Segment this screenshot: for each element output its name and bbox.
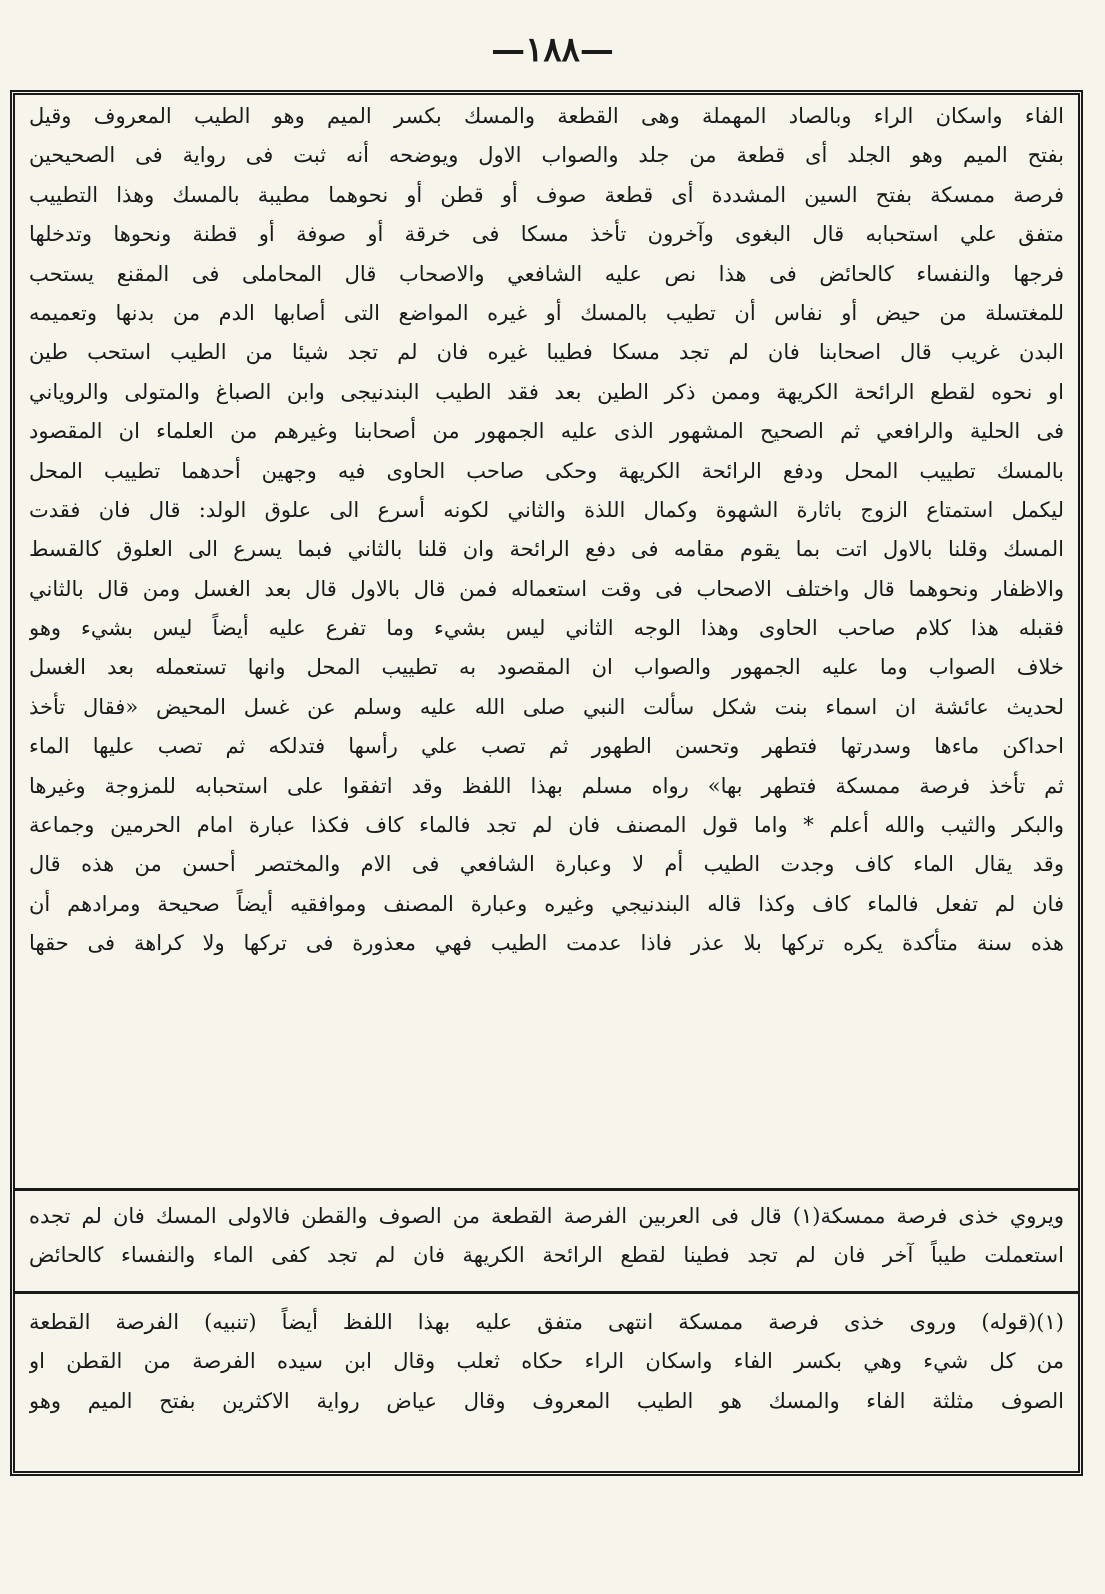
main-text [29, 97, 1064, 964]
page-frame [10, 90, 1083, 1476]
footnote-line: الصوف مثلثة الفاء والمسك هو الطيب المعروف وقال عياض رواية الاكثرين بفتح الميم وهو [29, 1388, 1064, 1413]
text-line: احداكن ماءها وسدرتها فتطهر وتحسن الطهور ثم تصب علي رأسها فتدلكه ثم تصب عليها الماء [29, 734, 1064, 759]
footnote-text [29, 1303, 1064, 1421]
text-line: وقد يقال الماء كاف وجدت الطيب أم لا وعبارة الشافعي فى الام والمختصر أحسن من هذه قال [29, 852, 1064, 877]
page-number: —١٨٨— [491, 30, 614, 70]
text-line: بالمسك تطييب المحل ودفع الرائحة الكريهة وحكى صاحب الحاوى فيه وجهين أحدهما تطييب المحل [29, 458, 1064, 483]
text-line: هذه سنة متأكدة يكره تركها بلا عذر فاذا عدمت الطيب فهي معذورة فى تركها ولا كراهة فى حقها [29, 931, 1064, 956]
text-line: ثم تأخذ فرصة ممسكة فتطهر بها» رواه مسلم بهذا اللفظ وقد اتفقوا على استحبابه للمزوجة وغيرها [29, 773, 1064, 798]
gloss-line: ويروي خذى فرصة ممسكة(١) قال فى العربين الفرصة القطعة من الصوف والقطن فالاولى المسك فان لم تجده [29, 1204, 1064, 1228]
text-line: او نحوه لقطع الرائحة الكريهة وممن ذكر الطين بعد فقد الطيب البندنيجى وابن الصباغ والمتولى والروياني [29, 379, 1064, 404]
gloss-text [29, 1197, 1064, 1276]
text-line: البدن غريب قال اصحابنا فان لم تجد مسكا فطيبا غيره فان لم تجد شيئا من الطيب استحب طين [29, 340, 1064, 365]
text-line: فرجها والنفساء كالحائض فى هذا نص عليه الشافعي والاصحاب قال المحاملى فى المقنع يستحب [29, 261, 1064, 286]
text-line: فى الحلية والرافعي ثم الصحيح المشهور الذى عليه الجمهور من أصحابنا وغيرهم من العلماء ان المقصود [29, 419, 1064, 444]
text-line: والاظفار ونحوهما قال واختلف الاصحاب فى وقت استعماله فمن قال بالاول قال بعد الغسل ومن قال بالثاني [29, 576, 1064, 601]
text-line: فان لم تفعل فالماء كاف وكذا قاله البندنيجي وغيره وعبارة المصنف وموافقيه أيضاً صحيحة ومرادهم أن [29, 891, 1064, 916]
text-line: فقبله هذا كلام صاحب الحاوى وهذا الوجه الثاني ليس بشيء وما تفرع عليه أيضاً ليس بشيء وهو [29, 616, 1064, 641]
text-line: بفتح الميم وهو الجلد أى قطعة من جلد والصواب الاول ويوضحه أنه ثبت فى رواية فى الصحيحين [29, 143, 1064, 168]
text-line: لحديث عائشة ان اسماء بنت شكل سألت النبي صلى الله عليه وسلم عن غسل المحيض «فقال تأخذ [29, 694, 1064, 719]
text-line: الفاء واسكان الراء وبالصاد المهملة وهى القطعة والمسك بكسر الميم وهو الطيب المعروف وقيل [29, 104, 1064, 128]
footnote-line: (١)(قوله) وروى خذى فرصة ممسكة انتهى متفق عليه بهذا اللفظ أيضاً (تنبيه) الفرصة القطعة [29, 1310, 1064, 1334]
text-line: فرصة ممسكة بفتح السين المشددة أى قطعة صوف أو قطن أو نحوهما مطيبة بالمسك وهذا التطييب [29, 182, 1064, 207]
text-line: خلاف الصواب وما عليه الجمهور والصواب ان المقصود به تطييب المحل وانها تستعمله بعد الغسل [29, 655, 1064, 680]
text-line: متفق علي استحبابه قال البغوى وآخرون تأخذ مسكا فى خرقة أو صوفة أو قطنة ونحوها وتدخلها [29, 222, 1064, 247]
text-line: ليكمل استمتاع الزوج باثارة الشهوة وكمال اللذة والثاني لكونه أسرع الى علوق الولد: قال فان فقدت [29, 497, 1064, 522]
section-divider [15, 1188, 1078, 1191]
text-line: للمغتسلة من حيض أو نفاس أن تطيب بالمسك أو غيره المواضع التى أصابها الدم من بدنها وتعميمه [29, 300, 1064, 325]
text-line: المسك وقلنا بالاول اتت بما يقوم مقامه فى دفع الرائحة وان قلنا بالثاني فبما يسرع الى العلوق كالقسط [29, 537, 1064, 562]
footnote-line: من كل شيء وهي بكسر الفاء واسكان الراء حكاه ثعلب وقال ابن سيده الفرصة من القطن او [29, 1349, 1064, 1374]
text-line: والبكر والثيب والله أعلم * واما قول المصنف فان لم تجد فالماء كاف فكذا عبارة امام الحرمين وجماعة [29, 813, 1064, 838]
gloss-line: استعملت طيباً آخر فان لم تجد فطينا لقطع الرائحة الكريهة فان لم تجد كفى الماء والنفساء كالحائض [29, 1243, 1064, 1268]
footnote-divider [15, 1291, 1078, 1294]
